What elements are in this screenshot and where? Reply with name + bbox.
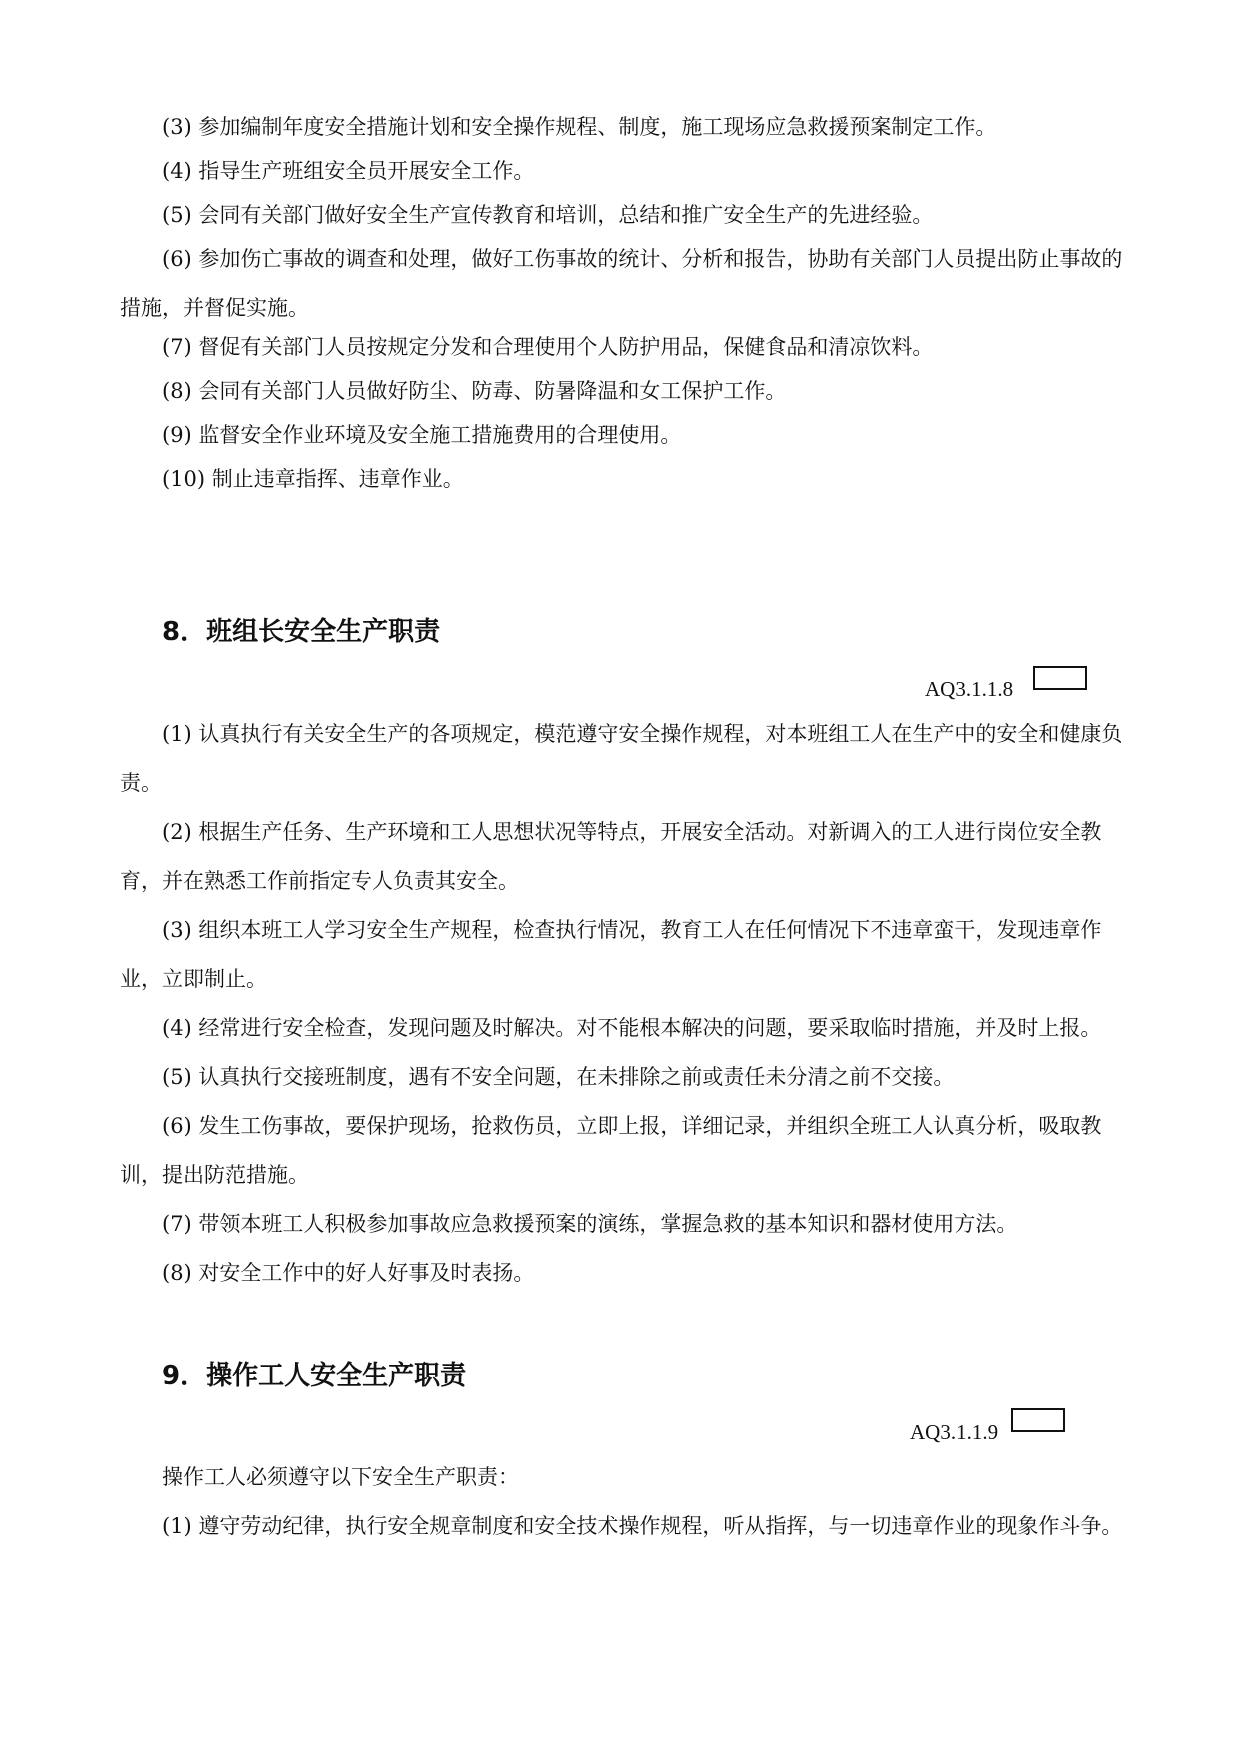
duty-item: (9) 监督安全作业环境及安全施工措施费用的合理使用。 [162, 423, 682, 447]
duty-item: (8) 对安全工作中的好人好事及时表扬。 [162, 1261, 535, 1285]
section-9-heading: 9．操作工人安全生产职责 [162, 1361, 467, 1391]
section-8-check-box[interactable] [1033, 666, 1087, 690]
section-9-code: AQ3.1.1.9 [910, 1420, 999, 1444]
duty-item: (7) 督促有关部门人员按规定分发和合理使用个人防护用品，保健食品和清凉饮料。 [162, 335, 934, 359]
duty-item: (5) 会同有关部门做好安全生产宣传教育和培训，总结和推广安全生产的先进经验。 [162, 203, 934, 227]
section-8-code: AQ3.1.1.8 [925, 677, 1014, 701]
duty-item: (3) 组织本班工人学习安全生产规程，检查执行情况，教育工人在任何情况下不违章蛮干，发现违章作业，立即制止。 [120, 918, 1102, 991]
duty-item: (8) 会同有关部门人员做好防尘、防毒、防暑降温和女工保护工作。 [162, 379, 787, 403]
duty-item: (1) 遵守劳动纪律，执行安全规章制度和安全技术操作规程，听从指挥，与一切违章作业的现象作斗争。 [162, 1514, 1123, 1538]
duty-item: (4) 经常进行安全检查，发现问题及时解决。对不能根本解决的问题，要采取临时措施，并及时上报。 [162, 1016, 1102, 1040]
duty-item: (4) 指导生产班组安全员开展安全工作。 [162, 159, 535, 183]
duty-item: (1) 认真执行有关安全生产的各项规定，模范遵守安全操作规程，对本班组工人在生产中的安全和健康负责。 [120, 722, 1123, 795]
section-8-heading: 8．班组长安全生产职责 [162, 617, 441, 647]
section-9-intro: 操作工人必须遵守以下安全生产职责： [162, 1465, 519, 1489]
duty-item: (2) 根据生产任务、生产环境和工人思想状况等特点，开展安全活动。对新调入的工人进行岗位安全教育，并在熟悉工作前指定专人负责其安全。 [120, 820, 1102, 893]
duty-item: (3) 参加编制年度安全措施计划和安全操作规程、制度，施工现场应急救援预案制定工作。 [162, 115, 997, 139]
duty-item: (6) 发生工伤事故，要保护现场，抢救伤员，立即上报，详细记录，并组织全班工人认真分析，吸取教训，提出防范措施。 [120, 1114, 1102, 1187]
duty-item: (5) 认真执行交接班制度，遇有不安全问题，在未排除之前或责任未分清之前不交接。 [162, 1065, 955, 1089]
duty-item: (7) 带领本班工人积极参加事故应急救援预案的演练，掌握急救的基本知识和器材使用方法。 [162, 1212, 1018, 1236]
section-9-check-box[interactable] [1011, 1408, 1065, 1432]
duty-item: (6) 参加伤亡事故的调查和处理，做好工伤事故的统计、分析和报告，协助有关部门人员提出防止事故的措施，并督促实施。 [120, 247, 1123, 320]
duty-item: (10) 制止违章指挥、违章作业。 [162, 467, 464, 491]
